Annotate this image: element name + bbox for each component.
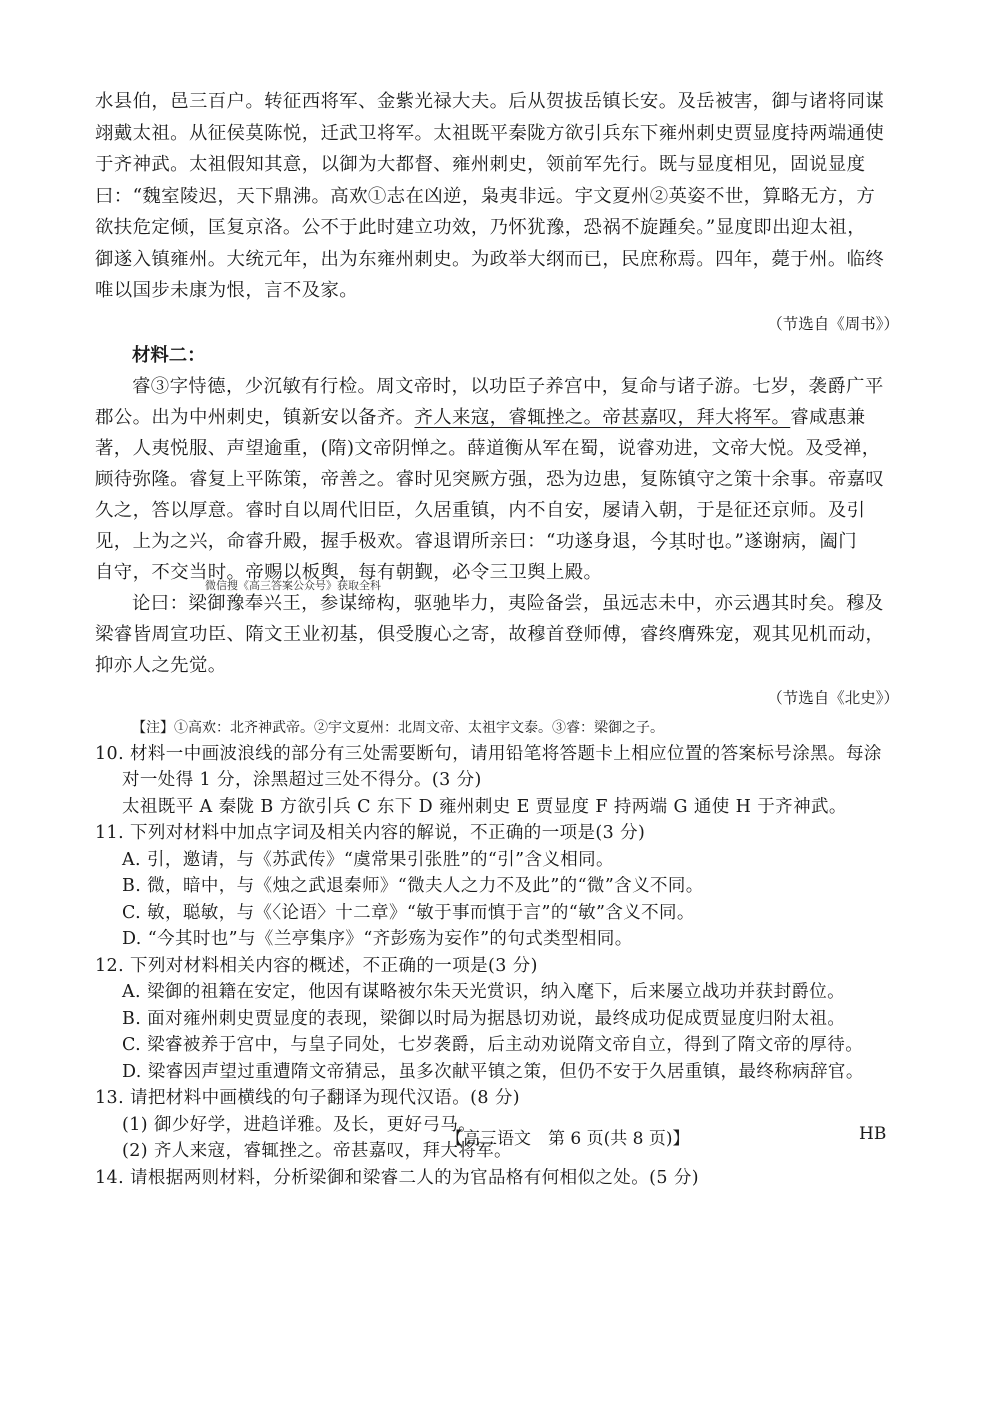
material-two-source: （节选自《北史》） (767, 688, 899, 707)
passage-line: 于齐神武。太祖假知其意，以御为大都督、雍州刺史，领前军先行。既与显度相见，固说显度 (95, 154, 866, 175)
passage-line: 自守，不交当时。帝赐以板舆，每有朝觐，必令三卫舆上殿。 (95, 561, 603, 583)
comment-line: 论曰：梁御豫奉兴王，参谋缔构，驱驰毕力，夷险备尝，虽远志未中，亦云遇其时矣。穆及 (132, 592, 884, 614)
passage-line: 久之，答以厚意。睿时自以周代旧臣，久居重镇，内不自安，屡请入朝，于是征还京师。及引 (95, 499, 866, 521)
dotted-char: 也 (706, 530, 725, 552)
option-d: D. 梁睿因声望过重遭隋文帝猜忌，虽多次献平镇之策，但仍不安于久居重镇，最终称病辞官。 (122, 1061, 864, 1082)
page-number-label: 【高三语文 第 6 页(共 8 页)】 (446, 1129, 690, 1149)
underlined-sentence: 齐人来寇，睿辄挫之。帝甚嘉叹，拜大将军。 (414, 406, 791, 428)
question-10 (95, 741, 905, 821)
exam-page (95, 86, 905, 1191)
annotation-note: 【注】①高欢：北齐神武帝。②宇文夏州：北周文帝、太祖宇文泰。③睿：梁御之子。 (132, 719, 664, 736)
passage-line: 顾待弥隆。睿复上平陈策，帝善之。睿时见突厥方强，恐为边患，复陈镇守之策十余事。帝嘉叹 (95, 468, 885, 490)
option-c: C. 敏，聪敏，与《〈论语〉十二章》“敏于事而慎于言”的“敏”含义不同。 (122, 902, 695, 923)
dotted-char: 时 (687, 530, 707, 552)
text-segment: 。”遂谢病，阖门 (724, 530, 858, 552)
passage-line: 翊戴太祖。从征侯莫陈悦，迁武卫将军。太祖既平秦陇方欲引兵东下雍州刺史贾显度持两端通使 (95, 122, 885, 144)
question-14 (95, 1165, 905, 1192)
text-segment: 见，上为之兴，命睿升殿，握手极欢。睿退谓所亲曰：“功遂身退， (95, 530, 650, 552)
option-b: B. 微，暗中，与《烛之武退秦师》“微夫人之力不及此”的“微”含义不同。 (122, 876, 704, 896)
passage-line (95, 526, 905, 557)
passage-line: 曰：“魏室陵迟，天下鼎沸。高欢①志在凶逆，枭夷非远。宇文夏州②英姿不世，算略无方，方 (95, 185, 876, 207)
passage-line: 御遂入镇雍州。大统元年，出为东雍州刺史。为政举大纲而已，民庶称焉。四年，薨于州。临终 (95, 248, 885, 270)
sub-question-1: (1) 御少好学，进趋详雅。及长，更好弓马。 (122, 1114, 477, 1135)
option-c: C. 梁睿被养于宫中，与皇子同处，七岁袭爵，后主动劝说隋文帝自立，得到了隋文帝的厚待。 (122, 1035, 864, 1055)
passage-line: 著，人夷悦服、声望逾重，(隋)文帝阴惮之。薛道衡从军在蜀，说睿劝进，文帝大悦。及受禅， (95, 437, 881, 459)
option-a: A. 梁御的祖籍在安定，他因有谋略被尔朱天光赏识，纳入麾下，后来屡立战功并获封爵位。 (122, 982, 846, 1002)
option-a: A. 引，邀请，与《苏武传》“虞常果引张胜”的“引”含义相同。 (122, 849, 614, 870)
question-11 (95, 820, 905, 953)
question-12 (95, 953, 905, 1086)
question-stem: 11. 下列对材料中加点字词及相关内容的解说，不正确的一项是(3 分) (95, 823, 646, 843)
question-stem: 13. 请把材料中画横线的句子翻译为现代汉语。(8 分) (95, 1088, 520, 1108)
sub-question-2: (2) 齐人来寇，睿辄挫之。帝甚嘉叹，拜大将军。 (122, 1141, 512, 1161)
passage-line: 睿③字恃德，少沉敏有行检。周文帝时，以功臣子养宫中，复命与诸子游。七岁，袭爵广平 (132, 375, 884, 397)
material-one-passage (95, 86, 905, 307)
passage-line: 唯以国步未康为恨，言不及家。 (95, 280, 359, 301)
question-stem: 10. 材料一中画波浪线的部分有三处需要断句，请用铅笔将答题卡上相应位置的答案标号涂黑。每涂 (95, 743, 882, 764)
text-segment: 睿咸惠兼 (790, 406, 866, 428)
option-b: B. 面对雍州刺史贾显度的表现，梁御以时局为据恳切劝说，最终成功促成贾显度归附太祖。 (122, 1008, 846, 1029)
comment-line: 抑亦人之先觉。 (95, 654, 227, 676)
question-stem-cont: 对一处得 1 分，涂黑超过三处不得分。(3 分) (122, 770, 482, 790)
material-two-heading: 材料二： (132, 344, 206, 366)
question-sentence: 太祖既平 A 秦陇 B 方欲引兵 C 东下 D 雍州刺史 E 贾显度 F 持两端 G 通使 H 于齐神武。 (122, 796, 847, 817)
watermark-text: 微信搜《高三答案公众号》获取全科 (205, 579, 381, 592)
comment-line: 梁睿皆周宣功臣、隋文王业初基，俱受腹心之寄，故穆首登师傅，睿终膺殊宠，观其见机而动， (95, 623, 885, 645)
exam-code: HB (859, 1124, 887, 1144)
question-stem: 12. 下列对材料相关内容的概述，不正确的一项是(3 分) (95, 955, 538, 976)
text-segment: 郡公。出为中州刺史，镇新安以备齐。 (95, 406, 415, 428)
material-two-passage (95, 371, 905, 681)
dotted-char: 其 (668, 530, 688, 552)
passage-line (95, 402, 905, 433)
passage-line: 欲扶危定倾，匡复京洛。公不于此时建立功效，乃怀犹豫，恐祸不旋踵矣。”显度即出迎太祖， (95, 217, 867, 238)
passage-line: 水县伯，邑三百户。转征西将军、金紫光禄大夫。后从贺拔岳镇长安。及岳被害，御与诸将同谋 (95, 91, 885, 112)
dotted-char: 今 (649, 530, 669, 552)
material-one-source: （节选自《周书》） (767, 314, 899, 333)
question-stem: 14. 请根据两则材料，分析梁御和梁睿二人的为官品格有何相似之处。(5 分) (95, 1167, 699, 1188)
option-d: D. “今其时也”与《兰亭集序》“齐彭殇为妄作”的句式类型相同。 (122, 929, 633, 949)
